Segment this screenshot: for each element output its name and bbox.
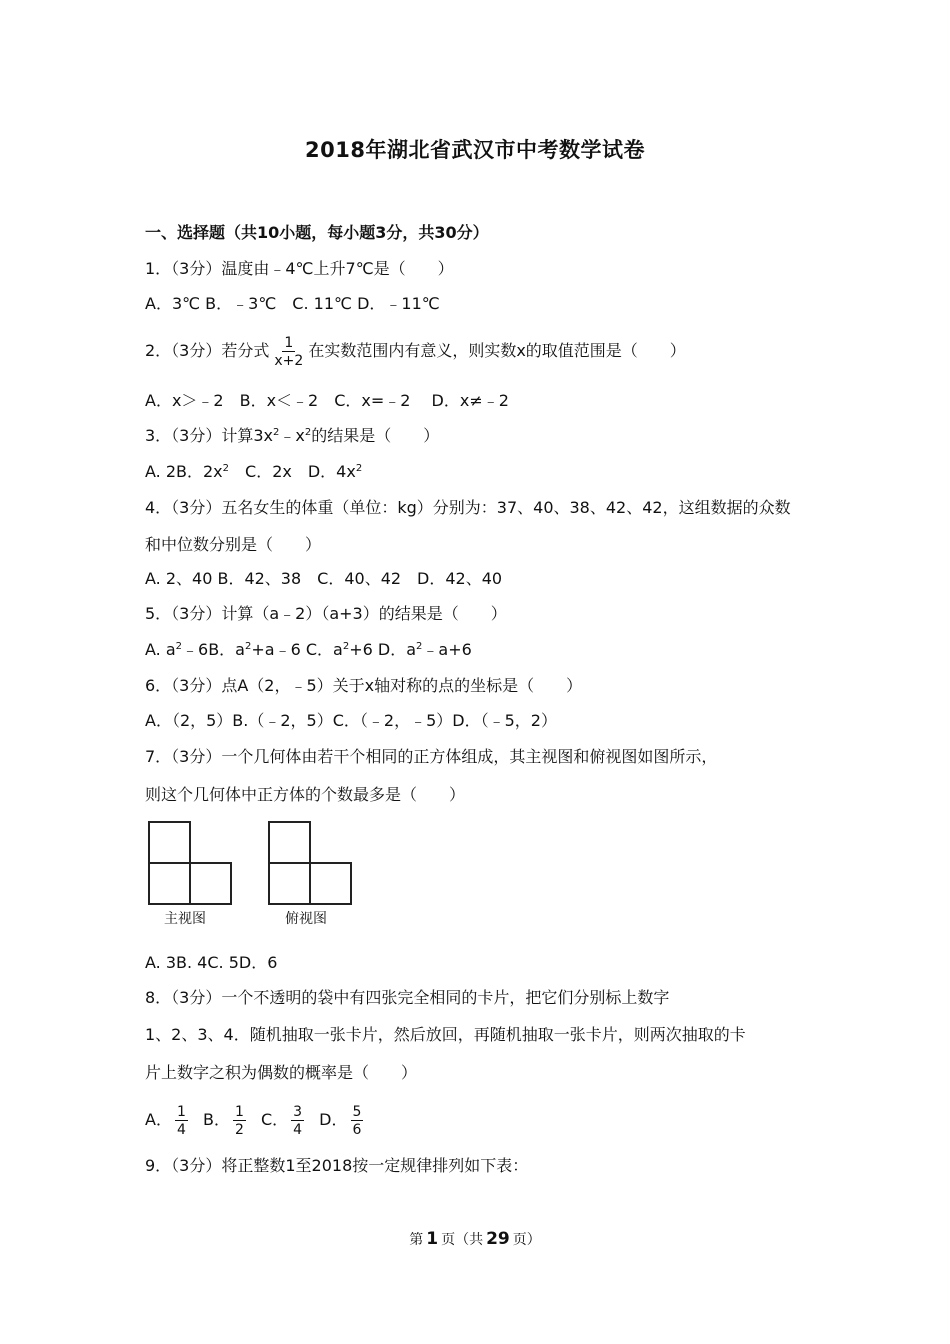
- q6-options: A．（2，5）B.（﹣2，5）C．（﹣2，﹣5）D．（﹣5，2）: [145, 711, 557, 730]
- q5-opt-c: +a﹣6 C．a: [251, 640, 343, 659]
- q8-options: [145, 1099, 373, 1141]
- q5-stem: 5．（3分）计算（a﹣2）（a+3）的结果是（ ）: [145, 604, 507, 623]
- q9-stem: 9．（3分）将正整数1至2018按一定规律排列如下表：: [145, 1156, 529, 1175]
- q3-sup1: 2: [273, 427, 280, 438]
- q4-line2: 和中位数分别是（ ）: [145, 535, 322, 554]
- top-view-square-top: [269, 822, 310, 863]
- q7-line2: 则这个几何体中正方体的个数最多是（ ）: [145, 785, 466, 804]
- q5-sup4: 2: [416, 641, 423, 652]
- footer-mid: 页（共: [441, 1232, 484, 1248]
- q5-options: [145, 639, 472, 661]
- q2-stem: [145, 331, 686, 371]
- footer-total-pages: 29: [486, 1229, 510, 1249]
- q3-opt-b: C．2x D．4x: [229, 462, 356, 481]
- q7-figure: [145, 818, 360, 910]
- q5-sup2: 2: [244, 641, 252, 652]
- q5-sup1: 2: [175, 641, 183, 652]
- q3-opt-a: A. 2B．2x: [145, 462, 223, 481]
- q7-line1: 7．（3分）一个几何体由若干个相同的正方体组成，其主视图和俯视图如图所示，: [145, 747, 718, 766]
- q2-stem-after: 在实数范围内有意义，则实数x的取值范围是（ ）: [308, 341, 686, 360]
- q2-stem-before: 2．（3分）若分式: [145, 341, 270, 360]
- q3-stem-c: 的结果是（ ）: [311, 426, 440, 445]
- q8-opt-c-fraction: [291, 1105, 304, 1137]
- q8-c-num: 3: [293, 1103, 303, 1120]
- q2-frac-num: 1: [284, 334, 294, 351]
- section-heading: 一、选择题（共10小题，每小题3分，共30分）: [145, 223, 489, 242]
- q1-stem: 1．（3分）温度由﹣4℃上升7℃是（ ）: [145, 259, 454, 278]
- q8-line2: 1、2、3、4．随机抽取一张卡片，然后放回，再随机抽取一张卡片，则两次抽取的卡: [145, 1025, 746, 1044]
- q8-opt-d-label: D．: [319, 1110, 348, 1129]
- q5-opt-d: +6 D．a: [349, 640, 417, 659]
- q5-opt-e: ﹣a+6: [422, 640, 472, 659]
- q8-a-num: 1: [176, 1103, 186, 1120]
- q8-opt-b-fraction: [233, 1105, 246, 1137]
- footer-page-number: 1: [426, 1229, 439, 1249]
- q3-stem-a: 3．（3分）计算3x: [145, 426, 274, 445]
- top-view-drawing: [269, 822, 351, 904]
- q3-stem-b: ﹣x: [279, 426, 305, 445]
- top-view-square-bottom-right: [310, 863, 351, 904]
- main-view-drawing: [149, 822, 231, 904]
- page-title: 2018年湖北省武汉市中考数学试卷: [305, 138, 645, 162]
- q8-a-den: 4: [176, 1121, 186, 1138]
- q8-opt-a-label: A．: [145, 1110, 172, 1129]
- main-view-square-top: [149, 822, 190, 863]
- q8-opt-a-fraction: [175, 1105, 188, 1137]
- q5-opt-a: A. a: [145, 640, 176, 659]
- q8-line1: 8．（3分）一个不透明的袋中有四张完全相同的卡片，把它们分别标上数字: [145, 988, 670, 1007]
- q2-frac-den: x+2: [274, 352, 304, 369]
- main-view-label: 主视图: [164, 911, 206, 927]
- top-view-label: 俯视图: [285, 911, 327, 927]
- main-view-square-bottom-right: [190, 863, 231, 904]
- footer-prefix: 第: [409, 1232, 424, 1248]
- q8-d-num: 5: [352, 1103, 362, 1120]
- q8-opt-c-label: C．: [260, 1110, 289, 1129]
- q8-line3: 片上数字之积为偶数的概率是（ ）: [145, 1063, 418, 1082]
- top-view-square-bottom-left: [269, 863, 310, 904]
- q3-options: [145, 461, 362, 483]
- q1-options: A．3℃ B．﹣3℃ C. 11℃ D．﹣11℃: [145, 294, 440, 313]
- q5-sup3: 2: [342, 641, 350, 652]
- q8-b-num: 1: [234, 1103, 244, 1120]
- q8-opt-b-label: B．: [202, 1110, 230, 1129]
- q3-opt-sup1: 2: [222, 463, 230, 474]
- q5-opt-b: ﹣6B．a: [182, 640, 245, 659]
- q6-stem: 6．（3分）点A（2，﹣5）关于x轴对称的点的坐标是（ ）: [145, 676, 583, 695]
- q3-stem: [145, 425, 439, 447]
- footer-suffix: 页）: [512, 1232, 541, 1248]
- q8-b-den: 2: [234, 1121, 244, 1138]
- q4-line1: 4．（3分）五名女生的体重（单位：kg）分别为：37、40、38、42、42，这组数据的众数: [145, 498, 791, 517]
- q8-opt-d-fraction: [351, 1105, 364, 1137]
- q7-options: A. 3B. 4C. 5D．6: [145, 953, 278, 972]
- q2-fraction: [272, 336, 305, 368]
- page-footer: [0, 1229, 950, 1249]
- main-view-square-bottom-left: [149, 863, 190, 904]
- q3-sup2: 2: [304, 427, 312, 438]
- q4-options: A. 2、40 B．42、38 C．40、42 D．42、40: [145, 569, 503, 588]
- q8-c-den: 4: [293, 1121, 303, 1138]
- q3-opt-sup2: 2: [355, 463, 363, 474]
- q2-options: A．x＞﹣2 B．x＜﹣2 C．x=﹣2 D．x≠﹣2: [145, 391, 509, 410]
- q8-d-den: 6: [352, 1121, 362, 1138]
